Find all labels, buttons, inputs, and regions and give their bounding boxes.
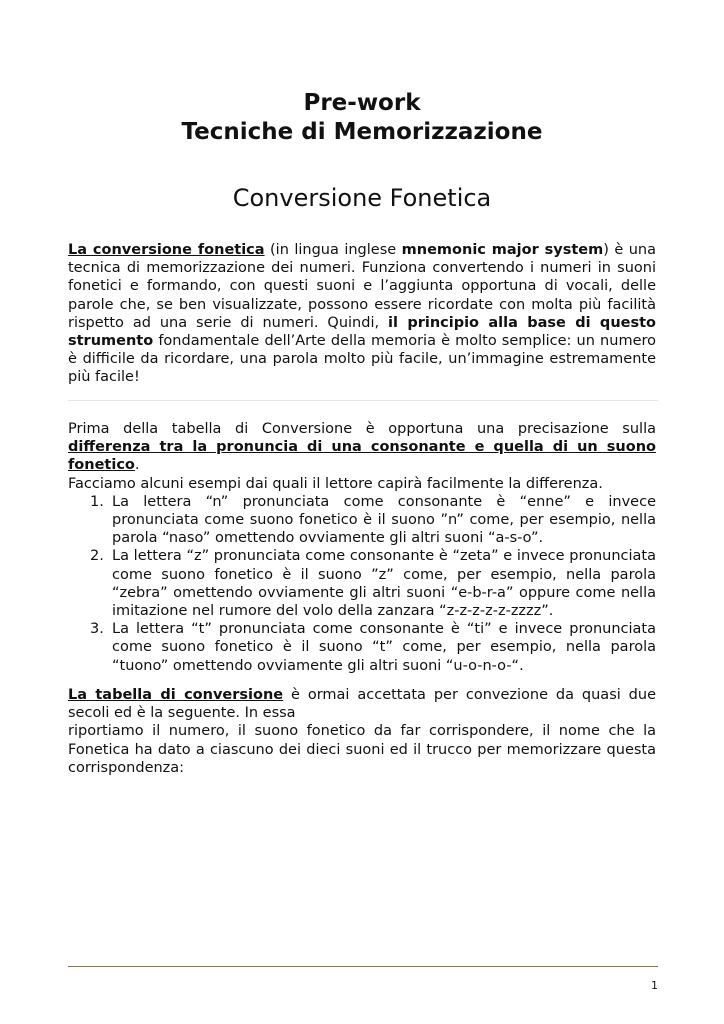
intro-term: La conversione fonetica (68, 242, 265, 258)
list-item-text: La lettera “z” pronunciata come consonante è “zeta” e invece pronunciata come suono fonetico è il suono ”z” come, per esempio, nella parola “zebra” omettendo ovviamente gli altri suoni “e-b-r-a” oppure come nella imitazione nel rumore del volo della zanzara “z-z-z-z-z-zzzz”. (112, 548, 656, 620)
table-intro-term: La tabella di conversione (68, 687, 284, 703)
list-item-number: 2. (90, 548, 104, 565)
intro-text-1: (in lingua inglese (264, 242, 402, 258)
table-intro-text-1: è ormai accettata per convezione da quasi due secoli ed è la seguente. In essa (68, 687, 656, 722)
examples-intro-line: Facciamo alcuni esempi dai quali il lettore capirà facilmente la differenza. (68, 475, 603, 492)
title-line-1: Pre-work (303, 90, 421, 116)
examples-lead (68, 420, 656, 475)
list-item-number: 1. (90, 493, 104, 510)
page-number: 1 (651, 979, 658, 992)
table-intro-first (68, 686, 656, 722)
list-item-text: La lettera “n” pronunciata come consonante è “enne” e invece pronunciata come suono fonetico è il suono ”n” come, per esempio, nella parola “naso” omettendo ovviamente gli altri suoni “a-s-o”. (112, 493, 656, 547)
table-intro-text-2: riportiamo il numero, il suono fonetico da far corrispondere, il nome che la Fonetica ha dato a ciascuno dei dieci suoni ed il trucco per memorizzare questa corrispondenza: (68, 723, 656, 776)
list-item (90, 493, 656, 548)
examples-lead-end: . (134, 457, 140, 474)
intro-principle: il principio alla base di questo strumento (68, 314, 656, 350)
intro-english-term: mnemonic major system (401, 242, 604, 258)
examples-lead-text: Prima della tabella di Conversione è opportuna una precisazione sulla (68, 421, 656, 437)
list-item-number: 3. (90, 621, 104, 638)
list-item-text: La lettera “t” pronunciata come consonante è “ti” e invece pronunciata come suono fonetico è il suono “t” come, per esempio, nella parola “tuono” omettendo ovviamente gli altri suoni “u-o-n-o-“. (112, 621, 656, 674)
intro-paragraph (68, 241, 656, 387)
list-item (90, 620, 656, 675)
title-line-2: Tecniche di Memorizzazione (181, 119, 543, 145)
table-intro-section (68, 686, 656, 777)
intro-text-3: fondamentale dell’Arte della memoria è molto semplice: un numero è difficile da ricordare, una parola molto più facile, un’immagine estremamente più facile! (68, 333, 656, 386)
section-divider (68, 400, 658, 401)
footer-rule (68, 966, 658, 967)
intro-text-2: ) è una tecnica di memorizzazione dei numeri. Funziona convertendo i numeri in suoni fonetici e formando, con questi suoni e l’aggiunta opportuna di vocali, delle parole che, se ben visualizzate, possono essere ricordate con molta più facilità rispetto ad una serie di numeri. Quindi, (68, 242, 657, 331)
examples-emphasis: differenza tra la pronuncia di una consonante e quella di un suono fonetico (68, 439, 656, 474)
examples-section (68, 420, 656, 675)
subtitle: Conversione Fonetica (232, 184, 492, 212)
examples-list (68, 493, 656, 675)
list-item (90, 547, 656, 620)
